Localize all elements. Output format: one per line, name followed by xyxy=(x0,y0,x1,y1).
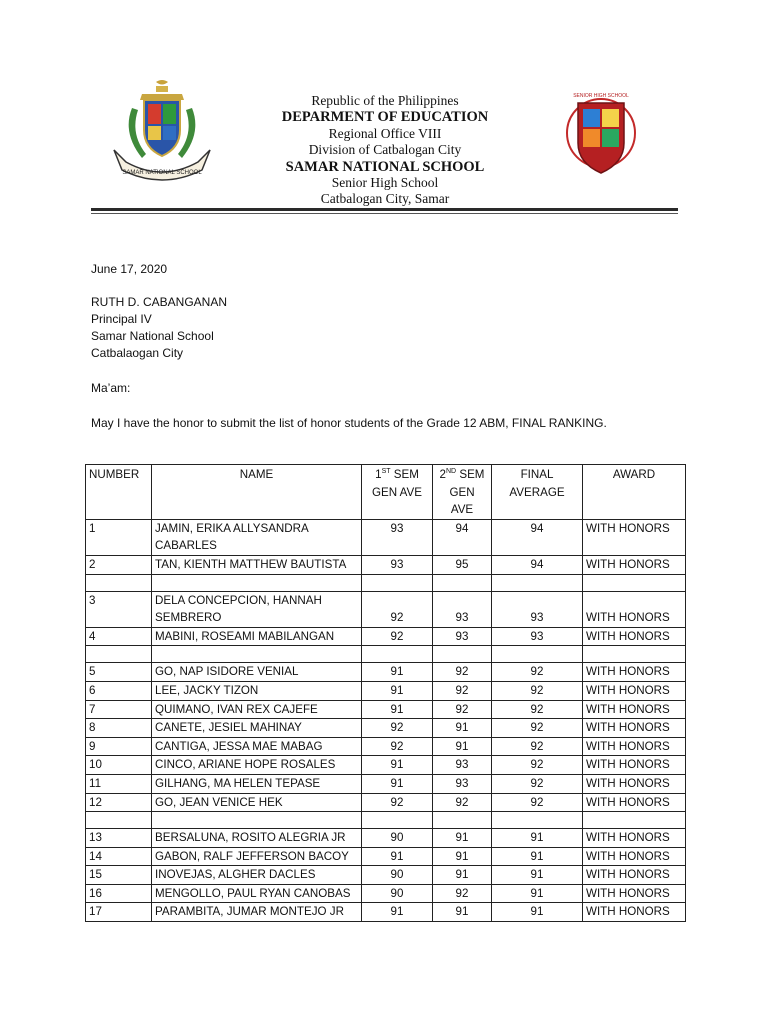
cell-final: 91 xyxy=(492,829,583,848)
sem1-label-num: 1 xyxy=(375,468,382,481)
letterhead-region: Regional Office VIII xyxy=(328,125,442,141)
cell-award: WITH HONORS xyxy=(583,719,686,738)
cell-sem1: 90 xyxy=(362,829,433,848)
letterhead-division: Division of Catbalogan City xyxy=(308,142,462,158)
sem2-label-num: 2 xyxy=(439,468,446,481)
col-header-number: NUMBER xyxy=(86,465,152,520)
table-row xyxy=(86,756,686,775)
letterhead-republic: Republic of the Philippines xyxy=(311,93,459,108)
sem1-label-sup: ST xyxy=(381,468,391,476)
table-row xyxy=(86,663,686,682)
cell-name: TAN, KIENTH MATTHEW BAUTISTA xyxy=(152,555,362,574)
sem2-label-sem: SEM xyxy=(456,468,485,481)
letter-date: June 17, 2020 xyxy=(91,262,168,276)
table-row xyxy=(86,719,686,738)
cell-number: 1 xyxy=(86,519,152,555)
cell-name: INOVEJAS, ALGHER DACLES xyxy=(152,866,362,885)
cell-sem2: 93 xyxy=(433,627,492,646)
cell-sem1: 93 xyxy=(362,555,433,574)
cell-number: 2 xyxy=(86,555,152,574)
letterhead-divider xyxy=(91,208,678,211)
school-seal-logo xyxy=(112,78,212,190)
letter-body: May I have the honor to submit the list of honor students of the Grade 12 ABM, FINAL RANKING. xyxy=(91,416,607,430)
cell-sem2: 91 xyxy=(433,866,492,885)
cell-sem2: 91 xyxy=(433,737,492,756)
sem2-label-line3: AVE xyxy=(450,503,474,517)
spacer-row xyxy=(86,646,686,663)
cell-sem2: 91 xyxy=(433,829,492,848)
cell-final: 93 xyxy=(492,627,583,646)
cell-number: 3 xyxy=(86,591,152,627)
table-row xyxy=(86,866,686,885)
cell-sem1: 91 xyxy=(362,847,433,866)
cell-award: WITH HONORS xyxy=(583,627,686,646)
cell-number: 15 xyxy=(86,866,152,885)
table-row xyxy=(86,884,686,903)
cell-sem2: 91 xyxy=(433,847,492,866)
cell-final: 92 xyxy=(492,737,583,756)
recipient-city: Catbalaogan City xyxy=(91,346,184,360)
cell-name: GO, NAP ISIDORE VENIAL xyxy=(152,663,362,682)
sem2-label-line2: GEN xyxy=(449,485,475,499)
recipient-title: Principal IV xyxy=(91,312,152,326)
cell-award: WITH HONORS xyxy=(583,884,686,903)
table-row xyxy=(86,519,686,555)
cell-number: 14 xyxy=(86,847,152,866)
cell-sem1: 92 xyxy=(362,793,433,812)
cell-name: CINCO, ARIANE HOPE ROSALES xyxy=(152,756,362,775)
recipient-name: RUTH D. CABANGANAN xyxy=(91,295,228,309)
col-header-award: AWARD xyxy=(583,465,686,520)
cell-final: 93 xyxy=(492,591,583,627)
table-row xyxy=(86,627,686,646)
salutation: Ma’am: xyxy=(91,381,131,395)
cell-sem2: 92 xyxy=(433,700,492,719)
cell-name: GILHANG, MA HELEN TEPASE xyxy=(152,774,362,793)
cell-award: WITH HONORS xyxy=(583,903,686,922)
cell-final: 92 xyxy=(492,793,583,812)
cell-name: GO, JEAN VENICE HEK xyxy=(152,793,362,812)
cell-award: WITH HONORS xyxy=(583,681,686,700)
cell-sem1: 91 xyxy=(362,681,433,700)
table-row xyxy=(86,829,686,848)
cell-final: 92 xyxy=(492,663,583,682)
table-row xyxy=(86,793,686,812)
cell-sem1: 92 xyxy=(362,627,433,646)
letterhead-address: Catbalogan City, Samar xyxy=(320,191,450,207)
cell-sem1: 92 xyxy=(362,591,433,627)
table-row xyxy=(86,591,686,627)
col-header-name: NAME xyxy=(152,465,362,520)
cell-sem2: 93 xyxy=(433,774,492,793)
sem1-label-sem: SEM xyxy=(390,468,419,481)
cell-number: 12 xyxy=(86,793,152,812)
cell-award: WITH HONORS xyxy=(583,591,686,627)
cell-final: 92 xyxy=(492,719,583,738)
cell-final: 91 xyxy=(492,903,583,922)
cell-award: WITH HONORS xyxy=(583,847,686,866)
cell-sem2: 91 xyxy=(433,903,492,922)
cell-award: WITH HONORS xyxy=(583,737,686,756)
cell-sem1: 91 xyxy=(362,903,433,922)
cell-final: 92 xyxy=(492,774,583,793)
name-line: JAMIN, ERIKA ALLYSANDRA xyxy=(155,521,309,535)
cell-name: BERSALUNA, ROSITO ALEGRIA JR xyxy=(152,829,362,848)
table-row xyxy=(86,700,686,719)
cell-award: WITH HONORS xyxy=(583,700,686,719)
col-header-sem2 xyxy=(433,465,492,520)
letterhead-department: DEPARMENT OF EDUCATION xyxy=(281,109,489,126)
name-line: SEMBRERO xyxy=(155,611,222,625)
cell-name xyxy=(152,519,362,555)
table-row xyxy=(86,681,686,700)
cell-sem2: 92 xyxy=(433,793,492,812)
recipient-school: Samar National School xyxy=(91,329,214,343)
cell-award: WITH HONORS xyxy=(583,663,686,682)
cell-award: WITH HONORS xyxy=(583,866,686,885)
cell-final: 91 xyxy=(492,866,583,885)
cell-name: CANTIGA, JESSA MAE MABAG xyxy=(152,737,362,756)
cell-number: 11 xyxy=(86,774,152,793)
cell-sem1: 91 xyxy=(362,774,433,793)
cell-name: GABON, RALF JEFFERSON BACOY xyxy=(152,847,362,866)
cell-award: WITH HONORS xyxy=(583,793,686,812)
cell-sem1: 93 xyxy=(362,519,433,555)
cell-final: 92 xyxy=(492,681,583,700)
final-label-line2: AVERAGE xyxy=(509,485,565,499)
cell-final: 91 xyxy=(492,847,583,866)
table-row xyxy=(86,903,686,922)
spacer-row xyxy=(86,574,686,591)
cell-number: 10 xyxy=(86,756,152,775)
cell-sem2: 93 xyxy=(433,591,492,627)
cell-sem2: 92 xyxy=(433,884,492,903)
cell-name: QUIMANO, IVAN REX CAJEFE xyxy=(152,700,362,719)
cell-final: 91 xyxy=(492,884,583,903)
cell-sem1: 91 xyxy=(362,663,433,682)
cell-sem2: 94 xyxy=(433,519,492,555)
seal-ribbon-text: SAMAR NATIONAL SCHOOL xyxy=(122,170,202,176)
cell-number: 13 xyxy=(86,829,152,848)
cell-sem1: 90 xyxy=(362,866,433,885)
table-row xyxy=(86,847,686,866)
cell-name: PARAMBITA, JUMAR MONTEJO JR xyxy=(152,903,362,922)
cell-sem1: 91 xyxy=(362,756,433,775)
cell-award: WITH HONORS xyxy=(583,519,686,555)
letterhead-shs: Senior High School xyxy=(331,175,439,191)
table-row xyxy=(86,774,686,793)
shs-seal-text: SENIOR HIGH SCHOOL xyxy=(573,93,629,99)
name-line: DELA CONCEPCION, HANNAH xyxy=(155,593,322,607)
cell-number: 9 xyxy=(86,737,152,756)
cell-award: WITH HONORS xyxy=(583,829,686,848)
cell-sem2: 92 xyxy=(433,663,492,682)
shs-seal-logo xyxy=(566,85,636,185)
table-row xyxy=(86,555,686,574)
col-header-sem1 xyxy=(362,465,433,520)
table-header-row xyxy=(86,465,686,520)
cell-sem2: 95 xyxy=(433,555,492,574)
cell-final: 94 xyxy=(492,519,583,555)
letterhead xyxy=(220,93,550,208)
cell-award: WITH HONORS xyxy=(583,555,686,574)
cell-sem2: 93 xyxy=(433,756,492,775)
letterhead-school: SAMAR NATIONAL SCHOOL xyxy=(285,158,485,175)
cell-name: MABINI, ROSEAMI MABILANGAN xyxy=(152,627,362,646)
cell-number: 5 xyxy=(86,663,152,682)
cell-sem1: 92 xyxy=(362,719,433,738)
cell-name: CANETE, JESIEL MAHINAY xyxy=(152,719,362,738)
cell-sem2: 91 xyxy=(433,719,492,738)
sem2-label-sup: ND xyxy=(445,468,457,476)
spacer-row xyxy=(86,812,686,829)
cell-final: 92 xyxy=(492,700,583,719)
cell-name: LEE, JACKY TIZON xyxy=(152,681,362,700)
cell-sem1: 91 xyxy=(362,700,433,719)
cell-name: MENGOLLO, PAUL RYAN CANOBAS xyxy=(152,884,362,903)
cell-final: 94 xyxy=(492,555,583,574)
cell-award: WITH HONORS xyxy=(583,774,686,793)
letterhead-divider-thin xyxy=(91,213,678,214)
cell-number: 17 xyxy=(86,903,152,922)
cell-number: 16 xyxy=(86,884,152,903)
cell-final: 92 xyxy=(492,756,583,775)
cell-sem1: 90 xyxy=(362,884,433,903)
cell-number: 4 xyxy=(86,627,152,646)
honors-table xyxy=(85,464,686,922)
cell-name xyxy=(152,591,362,627)
cell-sem2: 92 xyxy=(433,681,492,700)
name-line: CABARLES xyxy=(155,539,217,553)
cell-number: 7 xyxy=(86,700,152,719)
sem1-label-line2: GEN AVE xyxy=(371,485,423,499)
table-row xyxy=(86,737,686,756)
cell-number: 8 xyxy=(86,719,152,738)
cell-number: 6 xyxy=(86,681,152,700)
cell-award: WITH HONORS xyxy=(583,756,686,775)
final-label-line1: FINAL xyxy=(520,468,554,481)
cell-sem1: 92 xyxy=(362,737,433,756)
col-header-final xyxy=(492,465,583,520)
